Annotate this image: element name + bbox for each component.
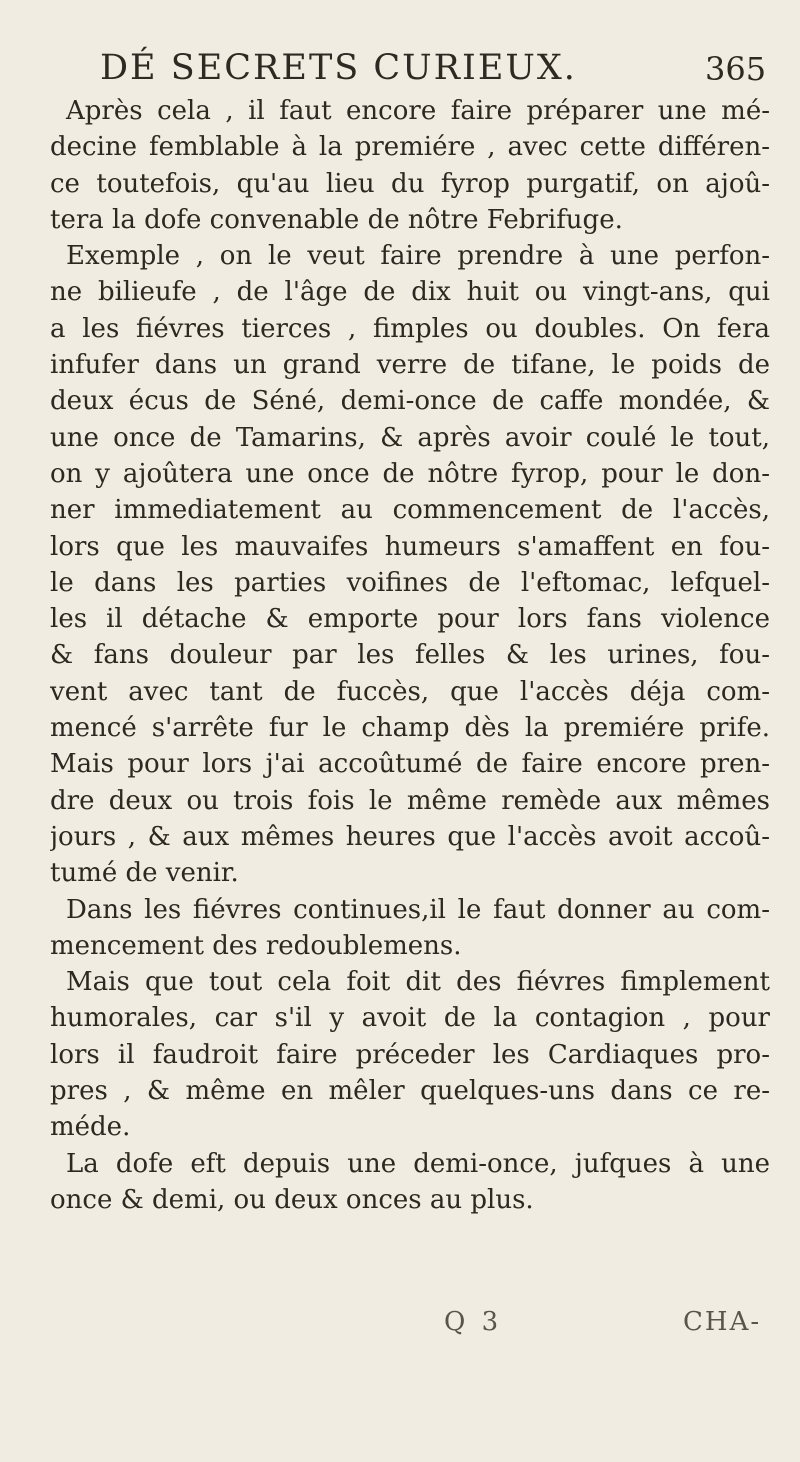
text-line: lors il faudroit faire préceder les Cardiaques pro- xyxy=(50,1039,770,1070)
text-line: une once de Tamarins, & après avoir coulé le tout, xyxy=(50,422,770,453)
signature-mark: Q 3 xyxy=(444,1307,503,1337)
text-line: le dans les parties voifines de l'eftomac, lefquel- xyxy=(50,567,770,598)
text-line: & fans douleur par les felles & les urines, fou- xyxy=(50,640,770,671)
page-number: 365 xyxy=(705,50,767,88)
text-line: infufer dans un grand verre de tifane, le poids de xyxy=(50,350,770,381)
text-line: once & demi, ou deux onces au plus. xyxy=(50,1184,534,1215)
text-line: decine femblable à la premiére , avec cette différen- xyxy=(50,132,770,163)
text-line: tumé de venir. xyxy=(50,858,239,889)
catchword: CHA- xyxy=(683,1307,762,1337)
text-line: ne bilieufe , de l'âge de dix huit ou vingt-ans, qui xyxy=(50,277,770,308)
text-line: pres , & même en mêler quelques-uns dans ce re- xyxy=(50,1076,770,1107)
page-footer xyxy=(0,1307,800,1347)
text-line: vent avec tant de fuccès, que l'accès déja com- xyxy=(50,676,770,707)
running-header xyxy=(0,48,800,98)
text-line: Exemple , on le veut faire prendre à une perfon- xyxy=(66,241,770,272)
text-line: Mais que tout cela foit dit des fiévres fimplement xyxy=(66,967,770,998)
text-line: Dans les fiévres continues,il le faut donner au com- xyxy=(66,894,770,925)
text-line: humorales, car s'il y avoit de la contagion , pour xyxy=(50,1003,770,1034)
text-line: a les fiévres tierces , fimples ou doubles. On fera xyxy=(50,313,770,344)
text-line: La dofe eft depuis une demi-once, jufques à une xyxy=(66,1148,770,1179)
text-line: méde. xyxy=(50,1112,131,1143)
running-title: DÉ SECRETS CURIEUX. xyxy=(100,48,577,88)
body-text xyxy=(50,93,770,1218)
text-line: ce toutefois, qu'au lieu du fyrop purgatif, on ajoû- xyxy=(50,168,770,199)
text-line: dre deux ou trois fois le même remède aux mêmes xyxy=(50,785,770,816)
text-line: Après cela , il faut encore faire préparer une mé- xyxy=(66,96,770,126)
text-line: les il détache & emporte pour lors fans violence xyxy=(50,604,770,635)
text-line: tera la dofe convenable de nôtre Febrifuge. xyxy=(50,204,623,235)
text-line: jours , & aux mêmes heures que l'accès avoit accoû- xyxy=(50,821,770,852)
text-line: mencement des redoublemens. xyxy=(50,930,462,961)
text-line: mencé s'arrête fur le champ dès la premiére prife. xyxy=(50,713,770,744)
text-line: on y ajoûtera une once de nôtre fyrop, pour le don- xyxy=(50,458,770,489)
text-line: deux écus de Séné, demi-once de caffe mondée, & xyxy=(50,386,770,417)
text-line: ner immediatement au commencement de l'accès, xyxy=(50,495,770,526)
text-line: Mais pour lors j'ai accoûtumé de faire encore pren- xyxy=(50,749,770,780)
text-line: lors que les mauvaifes humeurs s'amaffent en fou- xyxy=(50,531,770,562)
